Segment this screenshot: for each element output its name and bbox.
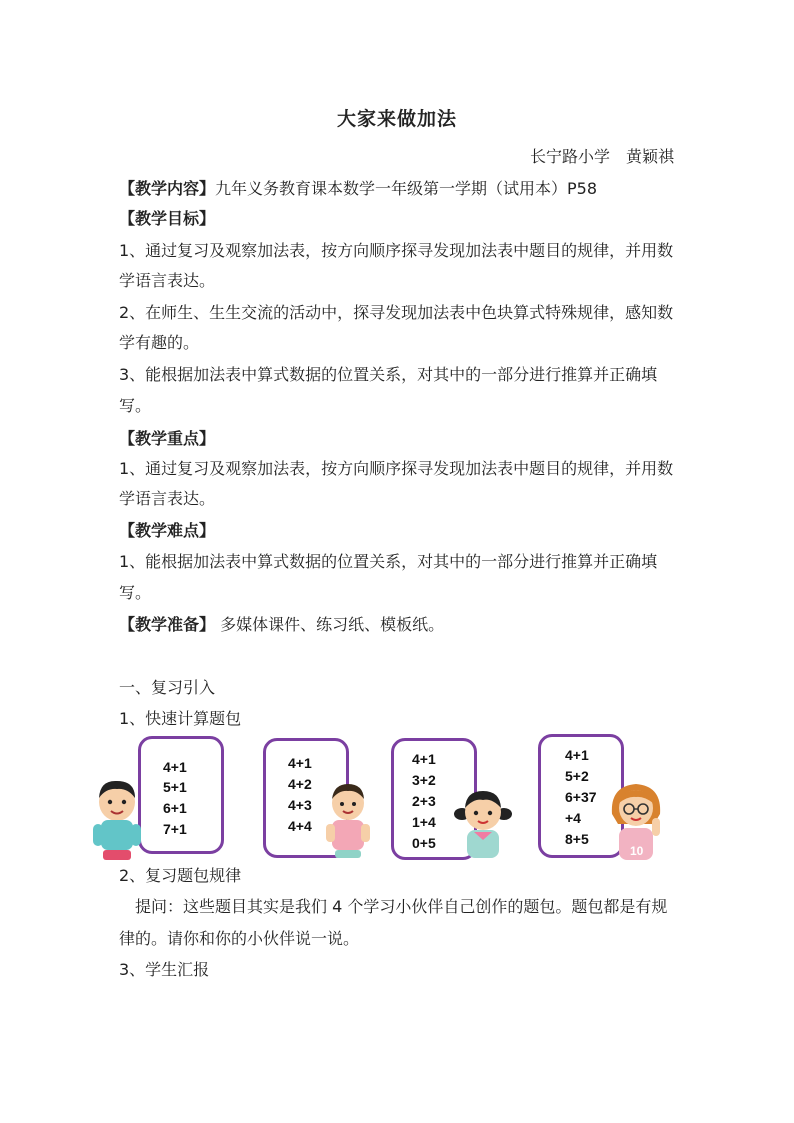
card-equation: +4 [565,810,581,826]
boy-illustration-1 [88,774,146,862]
boy-illustration-2 [322,778,374,860]
card-equation: 1+4 [412,814,436,830]
card-equation: 0+5 [412,835,436,851]
card-equation: 4+1 [565,747,589,763]
preparation-text: 多媒体课件、练习纸、模板纸。 [215,615,445,634]
goal-line: 学有趣的。 [119,333,200,352]
key-point-line: 1、通过复习及观察加法表，按方向顺序探寻发现加法表中题目的规律，并用数 [119,459,674,478]
card-equation: 8+5 [565,831,589,847]
content-label: 【教学内容】 [119,179,216,198]
card-equation: 4+4 [288,818,312,834]
section1-sub2: 2、复习题包规律 [119,866,242,885]
shirt-number: 10 [630,844,644,858]
difficulty-line: 1、能根据加法表中算式数据的位置关系，对其中的一部分进行推算并正确填 [119,552,658,571]
card-equation: 4+3 [288,797,312,813]
difficulty-line: 写。 [119,583,152,602]
section1-heading: 一、复习引入 [119,678,216,697]
difficulties-heading: 【教学难点】 [119,521,216,540]
card-equation: 7+1 [163,821,187,837]
key-point-line: 学语言表达。 [119,489,216,508]
goal-line: 写。 [119,396,152,415]
question-line: 律的。请你和你的小伙伴说一说。 [119,929,360,948]
card-equation: 4+2 [288,776,312,792]
card-equation: 4+1 [412,751,436,767]
goal-line: 1、通过复习及观察加法表，按方向顺序探寻发现加法表中题目的规律，并用数 [119,241,674,260]
card-equation: 6+37 [565,789,597,805]
card-equation: 4+1 [163,759,187,775]
girl-illustration-1 [452,784,514,862]
question-line: 提问：这些题目其实是我们 4 个学习小伙伴自己创作的题包。题包都是有规 [135,897,668,916]
key-points-heading: 【教学重点】 [119,429,216,448]
card-equation: 4+1 [288,755,312,771]
content-text: 九年义务教育课本数学一年级第一学期（试用本）P58 [215,179,598,198]
card-equation: 2+3 [412,793,436,809]
preparation-label: 【教学准备】 [119,615,216,634]
goal-line: 3、能根据加法表中算式数据的位置关系，对其中的一部分进行推算并正确填 [119,365,658,384]
section1-sub1: 1、快速计算题包 [119,709,242,728]
author-line: 长宁路小学 黄颖祺 [529,147,674,166]
document-title: 大家来做加法 [336,108,457,130]
card-equation: 3+2 [412,772,436,788]
content-line [119,176,597,199]
goal-line: 学语言表达。 [119,271,216,290]
problem-card-1 [138,736,224,854]
card-equation: 5+1 [163,779,187,795]
goals-heading: 【教学目标】 [119,209,216,228]
card-equation: 5+2 [565,768,589,784]
card-equation: 6+1 [163,800,187,816]
goal-line: 2、在师生、生生交流的活动中，探寻发现加法表中色块算式特殊规律，感知数 [119,303,674,322]
section1-sub3: 3、学生汇报 [119,960,210,979]
preparation-line [119,612,444,635]
